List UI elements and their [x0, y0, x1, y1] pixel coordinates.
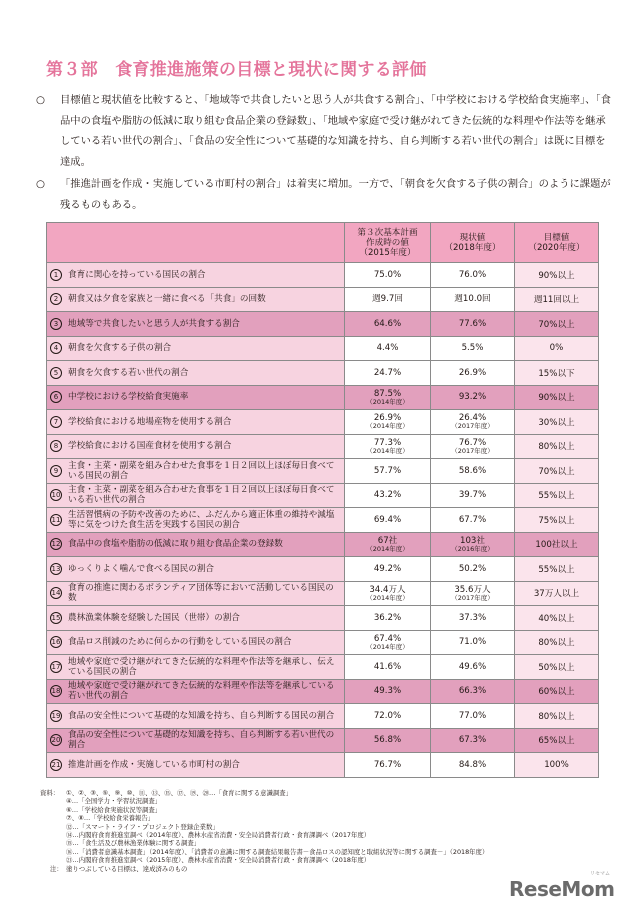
value-text: 週10.0回 — [454, 294, 491, 305]
value-text: 77.6% — [458, 318, 487, 329]
table-row — [47, 361, 599, 386]
value-text: 103社 — [460, 535, 485, 546]
value-text: 75.0% — [373, 269, 402, 280]
value-year-note: （2014年度） — [366, 446, 409, 455]
item-label: 地域や家庭で受け継がれてきた伝統的な料理や作法等を継承している若い世代の割合 — [68, 681, 335, 702]
current-value-cell — [431, 385, 515, 410]
value-text: 66.3% — [458, 686, 487, 697]
target-value-cell: 40%以上 — [515, 606, 599, 631]
current-value-cell — [431, 263, 515, 288]
item-label: 生活習慣病の予防や改善のために、ふだんから適正体重の維持や減塩等に気をつけた食生活を実践する国民の割合 — [68, 509, 335, 530]
bullet-text: 「推進計画を作成・実施している市町村の割合」は着実に増加。一方で、「朝食を欠食する子供の割合」のように課題が残るものもある。 — [60, 178, 611, 211]
item-cell — [47, 508, 345, 533]
note-line: ㉑…内閣府食育推進室調べ（2015年度）、農林水産省消費・安全局消費者行政・食育課調べ（2018年度） — [66, 856, 371, 865]
item-label: 学校給食における国産食材を使用する割合 — [68, 441, 232, 452]
current-value-cell — [431, 287, 515, 312]
value-text: 50.2% — [458, 563, 487, 574]
current-value-cell — [431, 483, 515, 508]
baseline-value-cell — [345, 630, 431, 655]
item-cell — [47, 728, 345, 753]
item-cell — [47, 287, 345, 312]
target-value-cell: 55%以上 — [515, 557, 599, 582]
value-text: 67社 — [377, 535, 398, 546]
target-value-cell: 100% — [515, 753, 599, 778]
item-cell — [47, 434, 345, 459]
item-number-badge: 3 — [50, 318, 62, 330]
item-label: 食育に関心を持っている国民の割合 — [68, 269, 206, 280]
note-line: ⑦、⑧…「学校給食栄養報告」 — [66, 814, 155, 823]
item-number-badge: 5 — [50, 367, 62, 379]
item-label: 朝食を欠食する若い世代の割合 — [68, 367, 189, 378]
header-blank-cell — [47, 223, 345, 263]
item-number-badge: 7 — [50, 416, 62, 428]
table-row — [47, 287, 599, 312]
item-number-badge: 12 — [51, 540, 61, 549]
value-year-note: （2017年度） — [451, 446, 494, 455]
target-value-cell: 55%以上 — [515, 483, 599, 508]
value-year-note: （2017年度） — [451, 422, 494, 431]
item-number-badge: 11 — [51, 515, 61, 524]
item-number-badge: 14 — [51, 589, 61, 598]
item-cell — [47, 532, 345, 557]
table-row — [47, 581, 599, 606]
value-text: 26.9% — [458, 367, 487, 378]
table-row — [47, 385, 599, 410]
item-cell — [47, 312, 345, 337]
footnote-line: 注： 塗りつぶしている目標は、達成済みのもの — [50, 864, 188, 873]
item-cell — [47, 606, 345, 631]
value-text: 26.4% — [458, 413, 487, 424]
target-value-cell: 70%以上 — [515, 459, 599, 484]
item-number-badge: 13 — [51, 564, 61, 573]
baseline-value-cell — [345, 483, 431, 508]
item-label: 朝食又は夕食を家族と一緒に食べる「共食」の回数 — [68, 294, 266, 305]
item-cell — [47, 581, 345, 606]
value-text: 76.0% — [458, 269, 487, 280]
note-line: ⑯…「消費者意識基本調査」（2014年度）、「消費者の意識に関する調査結果報告書－食品ロスの認知度と取組状況等に関する調査－」（2018年度） — [66, 847, 489, 856]
baseline-value-cell — [345, 704, 431, 729]
table-row — [47, 704, 599, 729]
value-text: 67.3% — [458, 735, 487, 746]
value-text: 93.2% — [458, 392, 487, 403]
current-value-cell — [431, 655, 515, 680]
baseline-value-cell — [345, 508, 431, 533]
table-header-row — [47, 223, 599, 263]
baseline-value-cell — [345, 434, 431, 459]
bullet-text: 目標値と現状値を比較すると、「地域等で共食したいと思う人が共食する割合」、「中学校における学校給食実施率」、「食品中の食塩や脂肪の低減に取り組む食品企業の登録数」、「地域や家庭で受け継がれてきた伝統的な料理や作法等を継承している若い世代の割合」、「食品の安全性について基礎的な知識を持ち、自ら判断する若い世代の割合」は既に目標を達成。 — [60, 94, 611, 168]
baseline-value-cell — [345, 655, 431, 680]
item-label: 主食・主菜・副菜を組み合わせた食事を１日２回以上ほぼ毎日食べている国民の割合 — [68, 460, 335, 481]
current-value-cell — [431, 679, 515, 704]
current-value-cell — [431, 434, 515, 459]
item-number-badge: 16 — [51, 638, 61, 647]
current-value-cell — [431, 557, 515, 582]
value-text: 57.7% — [373, 465, 402, 476]
source-notes — [40, 789, 580, 873]
value-text: 39.7% — [458, 490, 487, 501]
value-text: 56.8% — [373, 735, 402, 746]
baseline-value-cell — [345, 361, 431, 386]
target-value-cell: 0% — [515, 336, 599, 361]
item-number-badge: 4 — [50, 342, 62, 354]
current-value-cell — [431, 581, 515, 606]
current-value-cell — [431, 410, 515, 435]
baseline-value-cell — [345, 385, 431, 410]
note-line: ⑫…「スマート・ライフ・プロジェクト登録企業数」 — [66, 822, 219, 831]
bullet-item — [36, 174, 611, 215]
table-row — [47, 434, 599, 459]
current-value-cell — [431, 459, 515, 484]
value-text: 34.4万人 — [369, 584, 406, 595]
current-value-cell — [431, 312, 515, 337]
value-text: 37.3% — [458, 612, 487, 623]
item-number-badge: 10 — [51, 491, 61, 500]
item-cell — [47, 630, 345, 655]
note-line: ⑮…「食生活及び農林漁業体験に関する調査」 — [66, 839, 201, 848]
value-year-note: （2017年度） — [451, 593, 494, 602]
bullet-item — [36, 90, 611, 172]
item-number-badge: 18 — [51, 687, 61, 696]
evaluation-table — [46, 222, 599, 778]
target-value-cell: 90%以上 — [515, 263, 599, 288]
value-text: 49.6% — [458, 661, 487, 672]
table-row — [47, 263, 599, 288]
current-value-cell — [431, 361, 515, 386]
summary-bullets — [36, 90, 611, 218]
note-line: 資料： ①、②、③、⑤、⑨、⑩、⑪、⑬、⑮、⑰、⑲、⑳…「食育に関する意識調査」 — [40, 789, 293, 797]
resemom-logo: ReseMom — [509, 877, 615, 901]
value-text: 24.7% — [373, 367, 402, 378]
value-text: 71.0% — [458, 637, 487, 648]
target-value-cell: 70%以上 — [515, 312, 599, 337]
baseline-value-cell — [345, 263, 431, 288]
item-number-badge: 21 — [51, 760, 61, 769]
item-number-badge: 1 — [50, 269, 62, 281]
target-value-cell: 37万人以上 — [515, 581, 599, 606]
value-year-note: （2014年度） — [366, 593, 409, 602]
item-cell — [47, 483, 345, 508]
value-text: 36.2% — [373, 612, 402, 623]
current-value-cell — [431, 704, 515, 729]
current-value-cell — [431, 532, 515, 557]
item-number-badge: 19 — [51, 711, 61, 720]
baseline-value-cell — [345, 557, 431, 582]
table-row — [47, 655, 599, 680]
value-text: 69.4% — [373, 514, 402, 525]
header-target: 目標値 （2020年度） — [515, 223, 599, 263]
item-number-badge: 8 — [50, 440, 62, 452]
current-value-cell — [431, 753, 515, 778]
value-text: 49.2% — [373, 563, 402, 574]
value-text: 67.7% — [458, 514, 487, 525]
bullet-circle-icon: ○ — [36, 178, 45, 191]
baseline-value-cell — [345, 728, 431, 753]
header-current: 現状値 （2018年度） — [431, 223, 515, 263]
page-title: 第３部 食育推進施策の目標と現状に関する評価 — [46, 60, 427, 80]
value-text: 週9.7回 — [372, 294, 403, 305]
value-text: 4.4% — [376, 343, 399, 354]
item-label: 食品ロス削減のために何らかの行動をしている国民の割合 — [68, 637, 292, 648]
current-value-cell — [431, 630, 515, 655]
item-label: 主食・主菜・副菜を組み合わせた食事を１日２回以上ほぼ毎日食べている若い世代の割合 — [68, 485, 335, 506]
table-row — [47, 459, 599, 484]
baseline-value-cell — [345, 459, 431, 484]
current-value-cell — [431, 336, 515, 361]
value-text: 49.3% — [373, 686, 402, 697]
item-cell — [47, 410, 345, 435]
value-text: 72.0% — [373, 710, 402, 721]
value-text: 84.8% — [458, 759, 487, 770]
value-text: 77.0% — [458, 710, 487, 721]
value-year-note: （2016年度） — [451, 544, 494, 553]
value-text: 76.7% — [458, 437, 487, 448]
value-text: 35.6万人 — [454, 584, 491, 595]
table-row — [47, 728, 599, 753]
item-label: 朝食を欠食する子供の割合 — [68, 343, 172, 354]
item-label: 食育の推進に関わるボランティア団体等において活動している国民の数 — [68, 583, 334, 604]
item-label: 中学校における学校給食実施率 — [68, 392, 189, 403]
table-row — [47, 753, 599, 778]
current-value-cell — [431, 508, 515, 533]
item-cell — [47, 557, 345, 582]
value-year-note: （2014年度） — [366, 544, 409, 553]
item-cell — [47, 459, 345, 484]
table-row — [47, 483, 599, 508]
item-label: 推進計画を作成・実施している市町村の割合 — [68, 759, 240, 770]
table-body — [47, 263, 599, 778]
target-value-cell: 50%以上 — [515, 655, 599, 680]
item-cell — [47, 263, 345, 288]
target-value-cell: 80%以上 — [515, 630, 599, 655]
baseline-value-cell — [345, 312, 431, 337]
value-text: 77.3% — [373, 437, 402, 448]
target-value-cell: 100社以上 — [515, 532, 599, 557]
target-value-cell: 90%以上 — [515, 385, 599, 410]
item-label: 農林漁業体験を経験した国民（世帯）の割合 — [68, 612, 240, 623]
watermark-small-text: リセマム — [590, 871, 610, 877]
value-year-note: （2014年度） — [366, 422, 409, 431]
table-row — [47, 532, 599, 557]
item-cell — [47, 655, 345, 680]
current-value-cell — [431, 728, 515, 753]
value-text: 76.7% — [373, 759, 402, 770]
note-line: ⑥…「学校給食実施状況等調査」 — [66, 805, 162, 814]
baseline-value-cell — [345, 410, 431, 435]
item-number-badge: 2 — [50, 293, 62, 305]
note-line: ④…「全国学力・学習状況調査」 — [66, 797, 162, 806]
value-text: 43.2% — [373, 490, 402, 501]
value-text: 67.4% — [373, 633, 402, 644]
note-line: ⑭…内閣府食育推進室調べ（2014年度）、農林水産省消費・安全局消費者行政・食育課調べ（2017年度） — [66, 831, 371, 840]
target-value-cell: 80%以上 — [515, 434, 599, 459]
target-value-cell: 週11回以上 — [515, 287, 599, 312]
table-row — [47, 312, 599, 337]
item-number-badge: 15 — [51, 613, 61, 622]
item-label: 食品の安全性について基礎的な知識を持ち、自ら判断する国民の割合 — [68, 710, 335, 721]
target-value-cell: 30%以上 — [515, 410, 599, 435]
item-label: 食品中の食塩や脂肪の低減に取り組む食品企業の登録数 — [68, 539, 283, 550]
item-label: 地域等で共食したいと思う人が共食する割合 — [68, 318, 240, 329]
baseline-value-cell — [345, 581, 431, 606]
value-text: 58.6% — [458, 465, 487, 476]
value-year-note: （2014年度） — [366, 642, 409, 651]
table-row — [47, 679, 599, 704]
item-label: ゆっくりよく噛んで食べる国民の割合 — [68, 563, 215, 574]
value-year-note: （2014年度） — [366, 397, 409, 406]
item-cell — [47, 679, 345, 704]
target-value-cell: 65%以上 — [515, 728, 599, 753]
value-text: 41.6% — [373, 661, 402, 672]
table-row — [47, 557, 599, 582]
item-number-badge: 20 — [51, 736, 61, 745]
item-cell — [47, 753, 345, 778]
item-cell — [47, 336, 345, 361]
baseline-value-cell — [345, 679, 431, 704]
bullet-circle-icon: ○ — [36, 94, 45, 106]
item-number-badge: 17 — [51, 662, 61, 671]
table-row — [47, 508, 599, 533]
item-label: 学校給食における地場産物を使用する割合 — [68, 416, 232, 427]
target-value-cell: 80%以上 — [515, 704, 599, 729]
baseline-value-cell — [345, 336, 431, 361]
table-row — [47, 410, 599, 435]
value-text: 87.5% — [373, 388, 402, 399]
item-cell — [47, 361, 345, 386]
item-cell — [47, 385, 345, 410]
baseline-value-cell — [345, 532, 431, 557]
target-value-cell: 75%以上 — [515, 508, 599, 533]
header-baseline: 第３次基本計画 作成時の値 （2015年度） — [345, 223, 431, 263]
item-cell — [47, 704, 345, 729]
table-row — [47, 336, 599, 361]
item-number-badge: 9 — [50, 465, 62, 477]
value-text: 64.6% — [373, 318, 402, 329]
baseline-value-cell — [345, 606, 431, 631]
item-number-badge: 6 — [50, 391, 62, 403]
item-label: 食品の安全性について基礎的な知識を持ち、自ら判断する若い世代の割合 — [68, 730, 335, 751]
item-label: 地域や家庭で受け継がれてきた伝統的な料理や作法等を継承し、伝えている国民の割合 — [68, 656, 335, 677]
table-row — [47, 630, 599, 655]
target-value-cell: 15%以下 — [515, 361, 599, 386]
value-text: 5.5% — [461, 343, 484, 354]
current-value-cell — [431, 606, 515, 631]
table-row — [47, 606, 599, 631]
baseline-value-cell — [345, 287, 431, 312]
target-value-cell: 60%以上 — [515, 679, 599, 704]
baseline-value-cell — [345, 753, 431, 778]
value-text: 26.9% — [373, 413, 402, 424]
